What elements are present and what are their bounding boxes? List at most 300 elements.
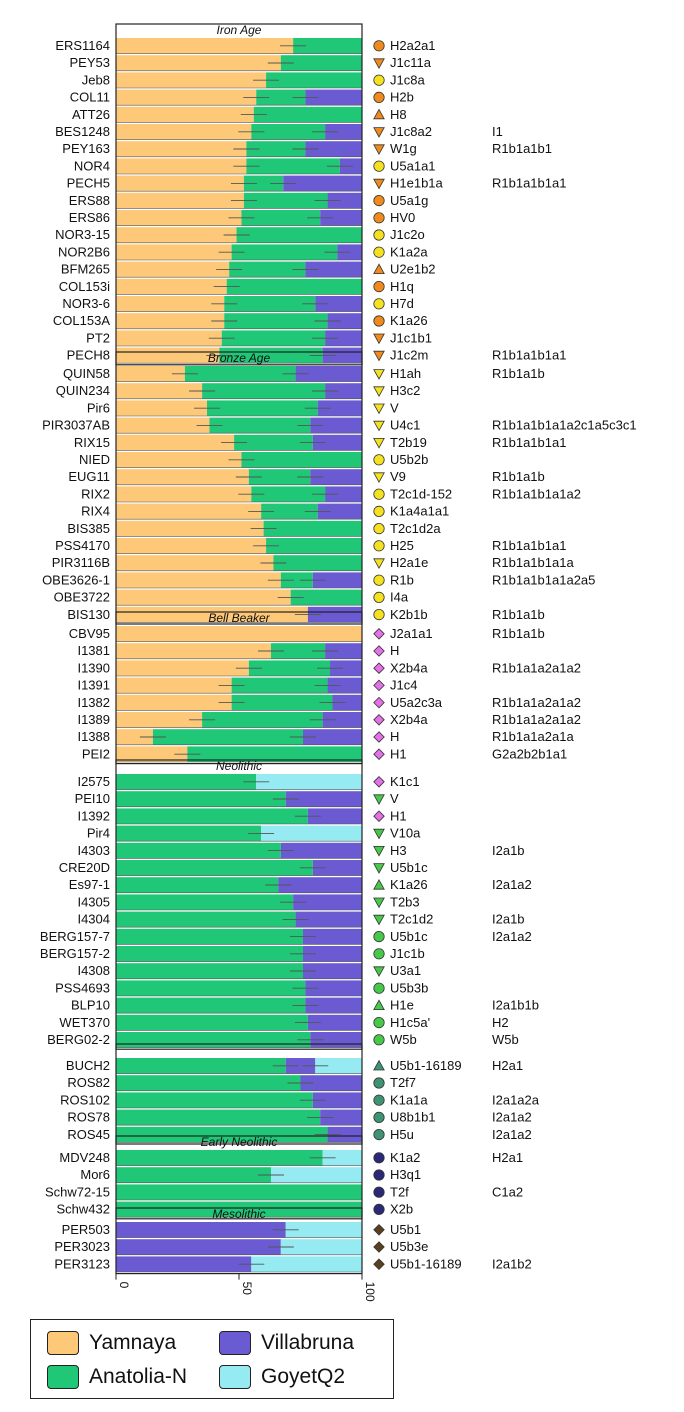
sample-mdv248-y-haplogroup: H2a1 [492, 1150, 524, 1165]
sample-obe3722-mt-haplogroup: I4a [390, 589, 409, 605]
sample-pir3037ab-bar-yamnaya [116, 418, 209, 434]
sample-pei2-label: PEI2 [81, 746, 110, 762]
sample-nor3-15-bar-yamnaya [116, 227, 237, 243]
sample-nor3-6-bar-yamnaya [116, 296, 224, 312]
sample-col11-mt-haplogroup: H2b [390, 89, 414, 105]
sample-mor6-marker [374, 1170, 384, 1180]
sample-bis385-marker [374, 523, 384, 533]
sample-i4304-y-haplogroup: I2a1b [492, 911, 525, 927]
sample-pir3116b-bar-yamnaya [116, 555, 273, 571]
sample-ros45-mt-haplogroup: H5u [390, 1126, 414, 1142]
sample-nor3-15-bar-anatolia-n [237, 227, 362, 243]
sample-i1391-label: I1391 [77, 677, 110, 693]
sample-jeb8-bar-anatolia-n [266, 72, 362, 88]
sample-i1389-marker [374, 715, 384, 725]
sample-cbv95-label: CBV95 [68, 626, 110, 641]
sample-berg157-2-mt-haplogroup: J1c1b [390, 946, 425, 961]
sample-pech8-label: PECH8 [66, 347, 110, 363]
sample-i1391-bar-anatolia-n [232, 678, 328, 694]
sample-ros78-bar-anatolia-n [116, 1110, 320, 1126]
sample-ers88-bar-yamnaya [116, 193, 244, 209]
sample-i4305-bar-anatolia-n [116, 894, 293, 910]
sample-per3023-marker [374, 1242, 384, 1252]
legend-label-villabruna: Villabruna [261, 1331, 355, 1354]
sample-rix15-marker [374, 438, 384, 447]
sample-ros78-mt-haplogroup: U8b1b1 [390, 1109, 436, 1125]
sample-pech5-bar-yamnaya [116, 176, 244, 192]
sample-cbv95-y-haplogroup: R1b1a1b [492, 626, 545, 641]
sample-i2575-bar-goyetq2 [256, 774, 362, 790]
sample-berg157-7-mt-haplogroup: U5b1c [390, 928, 428, 944]
sample-pir4-bar-goyetq2 [261, 826, 362, 842]
sample-col153i-mt-haplogroup: H1q [390, 278, 414, 294]
sample-ros102-label: ROS102 [60, 1092, 110, 1108]
sample-ros102-marker [374, 1095, 384, 1105]
sample-cre20d-marker [374, 864, 384, 873]
sample-pir3116b-mt-haplogroup: H2a1e [390, 555, 429, 571]
sample-per503-mt-haplogroup: U5b1 [390, 1222, 422, 1237]
sample-ros82-bar-anatolia-n [116, 1075, 301, 1091]
sample-per3123-y-haplogroup: I2a1b2 [492, 1256, 532, 1272]
sample-ros102-bar-anatolia-n [116, 1092, 313, 1108]
sample-i1382-y-haplogroup: R1b1a1a2a1a2 [492, 694, 581, 710]
sample-ros78-y-haplogroup: I2a1a2 [492, 1109, 532, 1125]
sample-obe3626-1-label: OBE3626-1 [42, 572, 110, 588]
sample-berg02-2-bar-anatolia-n [116, 1032, 310, 1048]
sample-quin234-bar-anatolia-n [202, 383, 325, 399]
sample-rix4-mt-haplogroup: K1a4a1a1 [390, 503, 450, 519]
sample-col11-label: COL11 [69, 89, 110, 105]
sample-i4308-label: I4308 [77, 963, 110, 979]
sample-ers88-mt-haplogroup: U5a1g [390, 192, 429, 208]
sample-quin234-marker [374, 387, 384, 396]
sample-bis385-bar-anatolia-n [264, 521, 362, 537]
sample-berg02-2-mt-haplogroup: W5b [390, 1032, 417, 1047]
sample-nor4-mt-haplogroup: U5a1a1 [390, 158, 436, 174]
sample-es97-1-bar-anatolia-n [116, 877, 278, 893]
sample-pech5-y-haplogroup: R1b1a1b1a1 [492, 175, 567, 191]
sample-pir3037ab-y-haplogroup: R1b1a1b1a1a2c1a5c3c1 [492, 417, 637, 433]
sample-pey53-label: PEY53 [69, 55, 110, 71]
sample-blp10-mt-haplogroup: H1e [390, 997, 414, 1013]
sample-i4303-label: I4303 [77, 842, 110, 858]
sample-cre20d-bar-anatolia-n [116, 860, 313, 876]
legend-swatch-goyetq2 [219, 1365, 251, 1389]
sample-berg157-2-bar-anatolia-n [116, 946, 303, 962]
sample-es97-1-mt-haplogroup: K1a26 [390, 877, 428, 893]
sample-cre20d-mt-haplogroup: U5b1c [390, 860, 428, 875]
sample-nied-mt-haplogroup: U5b2b [390, 452, 429, 467]
sample-i1382-mt-haplogroup: U5a2c3a [390, 694, 443, 710]
sample-bis385-mt-haplogroup: T2c1d2a [390, 520, 441, 536]
sample-pir4-mt-haplogroup: V10a [390, 825, 421, 841]
sample-mdv248-bar-anatolia-n [116, 1150, 323, 1166]
legend-label-anatolia-n: Anatolia-N [89, 1365, 188, 1388]
sample-i1390-mt-haplogroup: X2b4a [390, 660, 428, 676]
sample-nor3-15-label: NOR3-15 [55, 227, 110, 243]
sample-i1381-mt-haplogroup: H [390, 643, 400, 659]
sample-pei2-marker [374, 749, 384, 759]
sample-i1391-mt-haplogroup: J1c4 [390, 677, 418, 693]
sample-nor2b6-mt-haplogroup: K1a2a [390, 244, 428, 260]
sample-berg157-2-marker [374, 949, 384, 959]
sample-nor2b6-marker [374, 247, 384, 257]
sample-rix15-label: RIX15 [73, 434, 110, 450]
sample-att26-label: ATT26 [71, 106, 110, 122]
sample-per3123-bar-villabruna [116, 1256, 251, 1272]
sample-pey163-bar-yamnaya [116, 141, 246, 157]
sample-col153a-mt-haplogroup: K1a26 [390, 313, 428, 329]
sample-ers86-bar-yamnaya [116, 210, 241, 226]
sample-wet370-mt-haplogroup: H1c5a' [390, 1014, 431, 1030]
sample-pss4170-mt-haplogroup: H25 [390, 538, 414, 553]
sample-nor2b6-bar-yamnaya [116, 244, 232, 260]
sample-ers88-label: ERS88 [68, 192, 110, 208]
sample-quin234-label: QUIN234 [55, 383, 110, 399]
sample-ros82-marker [374, 1078, 384, 1088]
sample-pei10-bar-anatolia-n [116, 791, 286, 807]
sample-quin234-mt-haplogroup: H3c2 [390, 383, 421, 399]
sample-pei2-mt-haplogroup: H1 [390, 746, 407, 762]
sample-eug11-marker [374, 473, 384, 482]
sample-pss4170-marker [374, 541, 384, 551]
sample-schw432-marker [374, 1204, 384, 1214]
sample-quin58-label: QUIN58 [63, 366, 110, 381]
sample-nor3-6-mt-haplogroup: H7d [390, 296, 414, 311]
sample-bes1248-bar-yamnaya [116, 124, 251, 140]
sample-pir3116b-bar-anatolia-n [273, 555, 362, 571]
sample-ros78-label: ROS78 [67, 1109, 110, 1125]
sample-nor4-bar-anatolia-n [246, 158, 339, 174]
sample-col153i-bar-yamnaya [116, 279, 227, 295]
sample-i1381-label: I1381 [77, 643, 110, 659]
sample-berg02-2-label: BERG02-2 [47, 1032, 110, 1047]
sample-ers1164-marker [374, 41, 384, 51]
sample-per3023-label: PER3023 [54, 1239, 110, 1255]
legend-item-villabruna [219, 1328, 354, 1358]
section-title-neolithic: Neolithic [215, 759, 263, 773]
sample-pir6-marker [374, 404, 384, 413]
sample-cbv95-marker [374, 629, 384, 639]
sample-i1390-marker [374, 663, 384, 673]
sample-pei10-label: PEI10 [74, 791, 110, 807]
sample-bfm265-mt-haplogroup: U2e1b2 [390, 261, 436, 277]
sample-per3123-mt-haplogroup: U5b1-16189 [390, 1256, 462, 1272]
sample-berg02-2-marker [374, 1035, 384, 1045]
sample-i1381-bar-yamnaya [116, 643, 271, 659]
legend-label-yamnaya: Yamnaya [89, 1331, 177, 1354]
sample-ers1164-bar-yamnaya [116, 38, 293, 54]
sample-pir6-bar-yamnaya [116, 400, 207, 416]
sample-mor6-label: Mor6 [80, 1167, 110, 1183]
sample-cbv95-bar-yamnaya [116, 626, 362, 642]
sample-i1390-label: I1390 [77, 660, 110, 676]
sample-pir3037ab-label: PIR3037AB [42, 417, 110, 433]
sample-nor3-15-mt-haplogroup: J1c2o [390, 227, 425, 243]
sample-schw72-15-marker [374, 1187, 384, 1197]
sample-i4303-marker [374, 846, 384, 855]
sample-nor3-6-label: NOR3-6 [62, 296, 110, 311]
sample-mor6-bar-anatolia-n [116, 1167, 271, 1183]
sample-mor6-bar-goyetq2 [271, 1167, 362, 1183]
sample-i4303-y-haplogroup: I2a1b [492, 842, 525, 858]
sample-pir3116b-marker [374, 559, 384, 568]
sample-per3123-bar-goyetq2 [251, 1256, 362, 1272]
sample-ers86-label: ERS86 [68, 210, 110, 225]
sample-i1388-mt-haplogroup: H [390, 729, 400, 745]
sample-i1382-bar-anatolia-n [232, 695, 333, 711]
x-tick-label-50: 50 [240, 1281, 254, 1295]
sample-blp10-y-haplogroup: I2a1b1b [492, 997, 539, 1013]
sample-i2575-label: I2575 [77, 774, 110, 789]
sample-bis130-label: BIS130 [67, 606, 110, 622]
sample-rix4-bar-yamnaya [116, 504, 261, 520]
sample-ers1164-mt-haplogroup: H2a2a1 [390, 38, 436, 53]
sample-obe3626-1-bar-yamnaya [116, 572, 281, 588]
sample-pir6-label: Pir6 [86, 400, 110, 416]
sample-rix2-bar-yamnaya [116, 486, 251, 502]
legend-item-yamnaya [47, 1328, 176, 1358]
sample-pt2-bar-anatolia-n [222, 330, 325, 346]
sample-i1381-marker [374, 646, 384, 656]
sample-pir3116b-y-haplogroup: R1b1a1b1a1a [492, 555, 574, 571]
sample-i1390-y-haplogroup: R1b1a1a2a1a2 [492, 660, 581, 676]
sample-obe3626-1-marker [374, 575, 384, 585]
sample-jeb8-mt-haplogroup: J1c8a [390, 72, 425, 88]
sample-i4305-label: I4305 [77, 894, 110, 910]
sample-nied-marker [374, 455, 384, 465]
sample-col153i-label: COL153i [58, 278, 110, 294]
sample-nor4-label: NOR4 [73, 158, 110, 174]
sample-nied-label: NIED [78, 452, 110, 467]
sample-nor3-6-bar-anatolia-n [224, 296, 315, 312]
sample-pey163-label: PEY163 [62, 141, 110, 157]
sample-bes1248-mt-haplogroup: J1c8a2 [390, 124, 432, 139]
sample-i1382-marker [374, 697, 384, 707]
sample-i1392-label: I1392 [77, 808, 110, 824]
sample-pei10-marker [374, 795, 384, 804]
sample-col153a-marker [374, 316, 384, 326]
sample-pt2-label: PT2 [86, 330, 110, 346]
legend-item-anatolia-n [47, 1362, 187, 1392]
sample-ros78-marker [374, 1112, 384, 1122]
sample-rix4-marker [374, 506, 384, 516]
sample-mdv248-mt-haplogroup: K1a2 [390, 1150, 421, 1165]
sample-rix2-label: RIX2 [81, 486, 110, 502]
sample-i4304-marker [374, 915, 384, 924]
sample-berg157-7-y-haplogroup: I2a1a2 [492, 928, 532, 944]
sample-rix4-label: RIX4 [81, 503, 110, 519]
sample-pech8-bar-yamnaya [116, 348, 219, 364]
sample-bis130-mt-haplogroup: K2b1b [390, 606, 428, 622]
sample-i1388-label: I1388 [77, 729, 110, 745]
section-title-bronze-age: Bronze Age [207, 351, 271, 365]
sample-per503-bar-villabruna [116, 1222, 286, 1238]
sample-pech5-mt-haplogroup: H1e1b1a [390, 175, 443, 191]
sample-obe3722-marker [374, 592, 384, 602]
sample-pir6-mt-haplogroup: V [390, 400, 399, 416]
sample-i1389-bar-anatolia-n [202, 712, 323, 728]
sample-ros82-label: ROS82 [67, 1075, 110, 1091]
sample-quin58-y-haplogroup: R1b1a1b [492, 366, 545, 381]
sample-nied-bar-anatolia-n [241, 452, 362, 468]
sample-col11-bar-yamnaya [116, 90, 256, 106]
sample-col11-marker [374, 92, 384, 102]
section-title-bell-beaker: Bell Beaker [208, 611, 270, 625]
sample-pss4693-label: PSS4693 [55, 980, 110, 996]
sample-col153a-bar-yamnaya [116, 313, 224, 329]
sample-pir4-marker [374, 829, 384, 838]
sample-schw432-mt-haplogroup: X2b [390, 1201, 414, 1217]
sample-pss4170-y-haplogroup: R1b1a1b1a1 [492, 538, 567, 553]
sample-i4308-mt-haplogroup: U3a1 [390, 963, 422, 979]
sample-ers86-mt-haplogroup: HV0 [390, 210, 416, 225]
sample-buch2-label: BUCH2 [65, 1058, 110, 1073]
sample-pech8-marker [374, 351, 384, 360]
sample-bes1248-marker [374, 128, 384, 137]
legend [30, 1319, 394, 1399]
sample-schw72-15-y-haplogroup: C1a2 [492, 1184, 524, 1200]
legend-label-goyetq2: GoyetQ2 [261, 1365, 346, 1388]
sample-i4303-mt-haplogroup: H3 [390, 842, 407, 858]
sample-col153i-bar-anatolia-n [227, 279, 362, 295]
sample-i4305-mt-haplogroup: T2b3 [390, 894, 420, 910]
sample-i1389-mt-haplogroup: X2b4a [390, 712, 428, 727]
sample-pei10-mt-haplogroup: V [390, 791, 399, 807]
sample-att26-marker [374, 109, 384, 118]
sample-rix15-bar-yamnaya [116, 435, 234, 451]
sample-i4308-marker [374, 967, 384, 976]
x-tick-label-100: 100 [363, 1281, 377, 1302]
sample-mdv248-label: MDV248 [59, 1150, 110, 1165]
sample-i4308-bar-anatolia-n [116, 963, 303, 979]
sample-nied-bar-yamnaya [116, 452, 241, 468]
sample-i1391-bar-yamnaya [116, 678, 232, 694]
sample-buch2-y-haplogroup: H2a1 [492, 1058, 524, 1073]
sample-bis130-marker [374, 609, 384, 619]
sample-berg157-7-marker [374, 931, 384, 941]
sample-bis385-label: BIS385 [67, 520, 110, 536]
sample-i1388-y-haplogroup: R1b1a1a2a1a [492, 729, 574, 745]
sample-ers86-marker [374, 213, 384, 223]
sample-pss4693-mt-haplogroup: U5b3b [390, 980, 429, 996]
sample-pir4-bar-anatolia-n [116, 826, 261, 842]
sample-per3023-bar-villabruna [116, 1239, 281, 1255]
sample-schw72-15-label: Schw72-15 [44, 1184, 110, 1200]
sample-pech5-marker [374, 179, 384, 188]
sample-i1391-marker [374, 680, 384, 690]
sample-nor4-marker [374, 161, 384, 171]
sample-pir6-bar-anatolia-n [207, 400, 318, 416]
sample-pir3037ab-marker [374, 421, 384, 430]
sample-pech5-label: PECH5 [66, 175, 110, 191]
sample-pech8-mt-haplogroup: J1c2m [390, 347, 429, 363]
sample-es97-1-marker [374, 880, 384, 889]
sample-pey163-marker [374, 145, 384, 154]
sample-i1389-y-haplogroup: R1b1a1a2a1a2 [492, 712, 581, 727]
sample-nor4-bar-yamnaya [116, 158, 246, 174]
sample-jeb8-label: Jeb8 [81, 72, 110, 88]
sample-i1392-mt-haplogroup: H1 [390, 808, 407, 824]
sample-ros82-mt-haplogroup: T2f7 [390, 1075, 417, 1091]
legend-swatch-anatolia-n [47, 1365, 79, 1389]
sample-obe3722-bar-yamnaya [116, 590, 291, 606]
sample-pss4170-label: PSS4170 [55, 538, 110, 553]
sample-eug11-bar-yamnaya [116, 469, 249, 485]
sample-quin58-marker [374, 370, 384, 379]
sample-nor3-15-marker [374, 230, 384, 240]
sample-i4304-bar-anatolia-n [116, 912, 296, 928]
sample-eug11-y-haplogroup: R1b1a1b [492, 469, 545, 485]
sample-quin58-mt-haplogroup: H1ah [390, 366, 422, 381]
sample-es97-1-y-haplogroup: I2a1a2 [492, 877, 532, 893]
sample-i2575-mt-haplogroup: K1c1 [390, 774, 420, 789]
sample-att26-bar-yamnaya [116, 107, 254, 123]
sample-wet370-label: WET370 [59, 1014, 110, 1030]
sample-nor2b6-label: NOR2B6 [57, 244, 110, 260]
sample-bis385-bar-yamnaya [116, 521, 264, 537]
sample-i1382-bar-yamnaya [116, 695, 232, 711]
sample-i1392-bar-anatolia-n [116, 808, 308, 824]
sample-pss4693-marker [374, 983, 384, 993]
sample-blp10-bar-anatolia-n [116, 998, 305, 1014]
sample-pt2-marker [374, 334, 384, 343]
sample-pir3037ab-bar-anatolia-n [209, 418, 310, 434]
sample-pey53-marker [374, 59, 384, 68]
sample-i1388-bar-anatolia-n [153, 729, 303, 745]
sample-i2575-bar-anatolia-n [116, 774, 256, 790]
sample-pir3116b-label: PIR3116B [51, 555, 110, 571]
sample-ros45-label: ROS45 [67, 1126, 110, 1142]
sample-quin58-bar-anatolia-n [185, 366, 296, 382]
sample-berg157-2-label: BERG157-2 [39, 946, 110, 961]
section-title-early-neolithic: Early Neolithic [200, 1135, 278, 1149]
sample-i4303-bar-anatolia-n [116, 843, 281, 859]
sample-wet370-marker [374, 1017, 384, 1027]
sample-jeb8-marker [374, 75, 384, 85]
sample-obe3722-label: OBE3722 [53, 589, 110, 605]
sample-pey163-y-haplogroup: R1b1a1b1 [492, 141, 552, 157]
legend-item-goyetq2 [219, 1362, 345, 1392]
sample-mor6-mt-haplogroup: H3q1 [390, 1167, 422, 1183]
sample-eug11-label: EUG11 [68, 469, 110, 485]
sample-i4304-mt-haplogroup: T2c1d2 [390, 911, 434, 927]
legend-swatch-yamnaya [47, 1331, 79, 1355]
sample-att26-bar-anatolia-n [254, 107, 362, 123]
section-title-iron-age: Iron Age [216, 23, 262, 37]
sample-obe3626-1-mt-haplogroup: R1b [390, 572, 414, 588]
sample-jeb8-bar-yamnaya [116, 72, 266, 88]
sample-bfm265-label: BFM265 [60, 261, 110, 277]
sample-bis130-y-haplogroup: R1b1a1b [492, 606, 545, 622]
sample-i2575-marker [374, 777, 384, 787]
legend-swatch-villabruna [219, 1331, 251, 1355]
section-title-mesolithic: Mesolithic [212, 1207, 266, 1221]
sample-pss4693-bar-anatolia-n [116, 980, 305, 996]
sample-bfm265-marker [374, 264, 384, 273]
sample-pey53-mt-haplogroup: J1c11a [390, 55, 431, 71]
sample-bes1248-label: BES1248 [55, 124, 110, 139]
sample-i1390-bar-yamnaya [116, 660, 249, 676]
sample-rix15-mt-haplogroup: T2b19 [390, 434, 427, 450]
sample-col153a-label: COL153A [52, 313, 110, 329]
sample-pt2-mt-haplogroup: J1c1b1 [390, 330, 432, 346]
sample-es97-1-label: Es97-1 [68, 877, 110, 893]
sample-i1392-marker [374, 811, 384, 821]
sample-blp10-label: BLP10 [70, 997, 110, 1013]
sample-ros102-y-haplogroup: I2a1a2a [492, 1092, 539, 1108]
sample-pss4170-bar-yamnaya [116, 538, 266, 554]
